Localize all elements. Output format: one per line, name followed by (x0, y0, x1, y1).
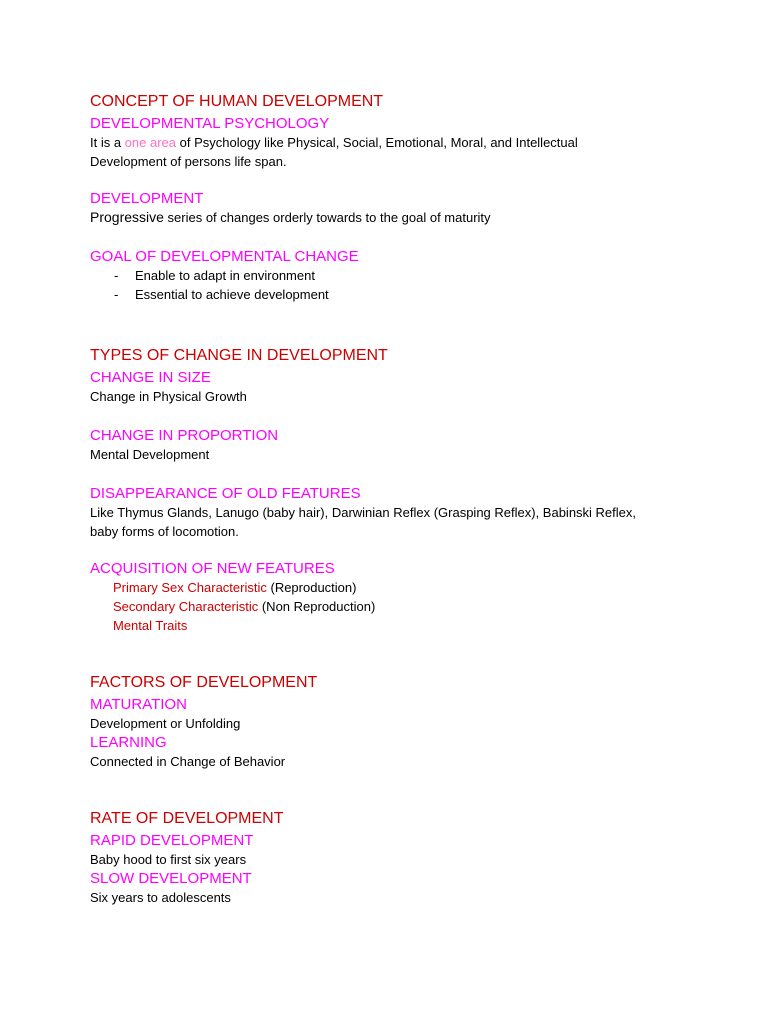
rapid-development-text: Baby hood to first six years (90, 852, 247, 867)
disappearance-text (90, 503, 710, 541)
devpsych-text-start: It is a (90, 135, 125, 150)
acquisition-item-label: Secondary Characteristic (113, 599, 259, 614)
heading-rapid-development: RAPID DEVELOPMENT (90, 832, 254, 849)
development-text-rest: series of changes orderly towards to the goal of maturity (163, 210, 491, 225)
acquisition-item-label: Primary Sex Characteristic (113, 580, 267, 595)
heading-disappearance: DISAPPEARANCE OF OLD FEATURES (90, 485, 361, 502)
heading-change-in-size: CHANGE IN SIZE (90, 369, 211, 386)
section-title-factors: FACTORS OF DEVELOPMENT (90, 674, 318, 691)
devpsych-highlight: one area (124, 135, 177, 150)
devpsych-text-line2: Development of persons life span. (90, 154, 287, 169)
bullet-dash: - (114, 287, 119, 302)
heading-change-in-proportion: CHANGE IN PROPORTION (90, 427, 279, 444)
acquisition-item-note: (Reproduction) (266, 580, 357, 595)
goal-list (90, 266, 710, 304)
acquisition-item (90, 616, 710, 635)
section-title-concept: CONCEPT OF HUMAN DEVELOPMENT (90, 93, 384, 110)
list-item (90, 266, 710, 285)
heading-goal: GOAL OF DEVELOPMENTAL CHANGE (90, 248, 359, 265)
learning-text: Connected in Change of Behavior (90, 754, 286, 769)
developmental-psychology-text (90, 133, 710, 171)
acquisition-item (90, 597, 710, 616)
acquisition-item-note: (Non Reproduction) (258, 599, 376, 614)
heading-maturation: MATURATION (90, 696, 187, 713)
section-title-rate: RATE OF DEVELOPMENT (90, 810, 284, 827)
section-title-types: TYPES OF CHANGE IN DEVELOPMENT (90, 347, 388, 364)
acquisition-item (90, 578, 710, 597)
disappearance-line1: Like Thymus Glands, Lanugo (baby hair), Darwinian Reflex (Grasping Reflex), Babinski Reflex, (90, 505, 637, 520)
change-in-proportion-text: Mental Development (90, 447, 210, 462)
list-item (90, 285, 710, 304)
development-text (90, 208, 710, 227)
development-text-first-word: Progressive (90, 209, 164, 225)
bullet-dash: - (114, 268, 119, 283)
heading-development: DEVELOPMENT (90, 190, 204, 207)
disappearance-line2: baby forms of locomotion. (90, 524, 239, 539)
acquisition-item-label: Mental Traits (113, 618, 188, 633)
devpsych-text-end: of Psychology like Physical, Social, Emotional, Moral, and Intellectual (176, 135, 578, 150)
maturation-text: Development or Unfolding (90, 716, 241, 731)
heading-learning: LEARNING (90, 734, 167, 751)
heading-developmental-psychology: DEVELOPMENTAL PSYCHOLOGY (90, 115, 330, 132)
goal-item-text: Essential to achieve development (135, 287, 329, 302)
document-page (90, 92, 710, 907)
change-in-size-text: Change in Physical Growth (90, 389, 247, 404)
slow-development-text: Six years to adolescents (90, 890, 231, 905)
heading-slow-development: SLOW DEVELOPMENT (90, 870, 252, 887)
heading-acquisition: ACQUISITION OF NEW FEATURES (90, 560, 335, 577)
goal-item-text: Enable to adapt in environment (135, 268, 315, 283)
